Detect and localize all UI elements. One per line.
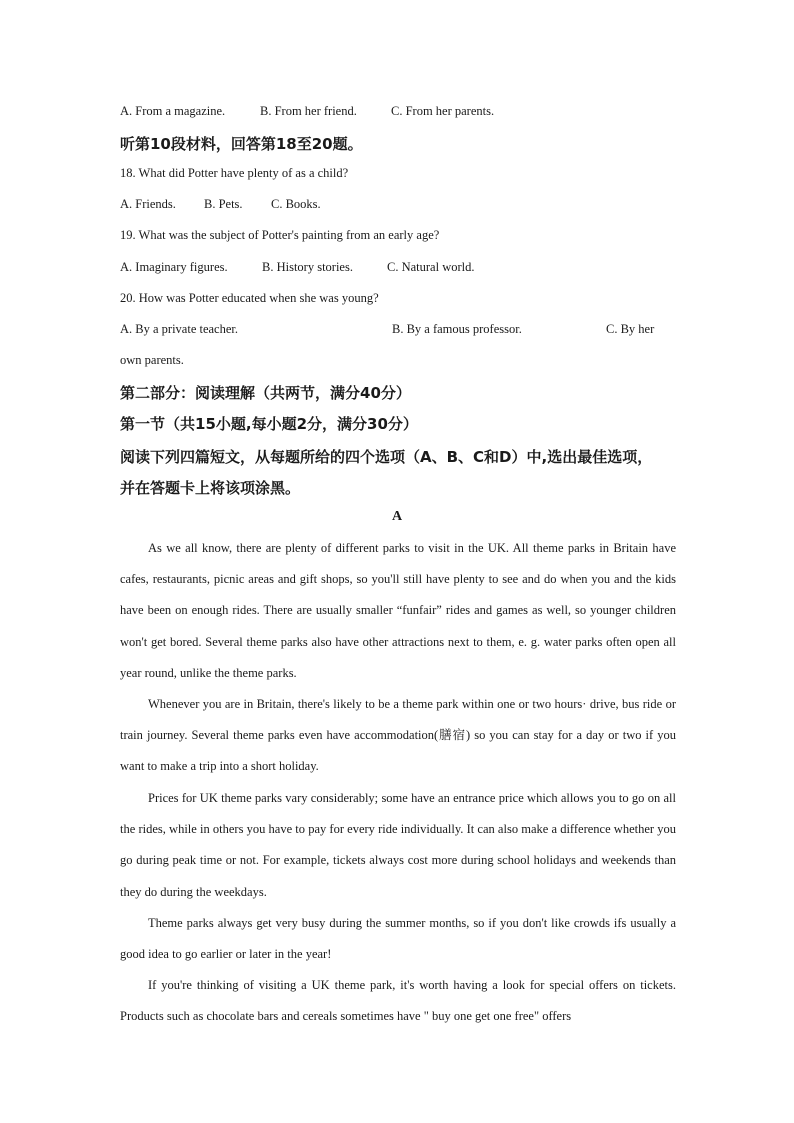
q19-option-b: B. History stories. (262, 260, 353, 274)
q18-option-c: C. Books. (271, 197, 321, 211)
q18-options (120, 197, 321, 212)
passage-label: A (391, 509, 403, 524)
instructions-line1: 阅读下列四篇短文，从每题所给的四个选项（A、B、C和D）中,选出最佳选项， (120, 448, 653, 466)
instructions-line2: 并在答题卡上将该项涂黑。 (120, 479, 301, 497)
q17-option-c: C. From her parents. (391, 104, 495, 118)
paragraph-text: Prices for UK theme parks vary considerably; some have an entrance price which allows you to go on all the rides, while in others you have to pay for every ride individually. It can also make a difference whether you go during peak time or not. For example, tickets always cost more during school holidays and weekends than they do during the weekdays. (120, 791, 676, 899)
q20-options (120, 322, 654, 337)
paragraph-text: As we all know, there are plenty of different parks to visit in the UK. All theme parks in Britain have cafes, restaurants, picnic areas and gift shops, so you'll still have plenty to see and do when you and the kids have been on enough rides. There are usually smaller “funfair” rides and games as well, so younger children won't get bored. Several theme parks also have other attractions next to them, e. g. water parks often open all year round, unlike the theme parks. (120, 541, 676, 680)
q17-option-a: A. From a magazine. (120, 104, 226, 118)
q20-option-b: B. By a famous professor. (392, 322, 522, 336)
section1-heading: 第一节（共15小题,每小题2分，满分30分） (120, 415, 418, 433)
paragraph-text: If you're thinking of visiting a UK theme park, it's worth having a look for special offers on tickets. Products such as chocolate bars and cereals sometimes have " buy one get one free" offers (120, 978, 676, 1024)
section-10-heading: 听第10段材料，回答第18至20题。 (120, 135, 363, 153)
q19-option-c: C. Natural world. (387, 260, 475, 274)
q19-options (120, 260, 474, 275)
passage-paragraph (120, 533, 676, 689)
passage-paragraph (120, 970, 676, 1032)
q20-option-a: A. By a private teacher. (120, 322, 239, 336)
q20-question: 20. How was Potter educated when she was young? (120, 291, 379, 305)
q18-option-a: A. Friends. (120, 197, 176, 211)
q17-option-b: B. From her friend. (260, 104, 357, 118)
q20-option-c: C. By her (606, 322, 655, 336)
q19-option-a: A. Imaginary figures. (120, 260, 228, 274)
paragraph-text: Theme parks always get very busy during the summer months, so if you don't like crowds ifs usually a good idea to go earlier or later in the year! (120, 916, 676, 962)
passage-paragraph (120, 689, 676, 783)
passage-paragraph (120, 908, 676, 970)
q18-option-b: B. Pets. (204, 197, 243, 211)
q18-question: 18. What did Potter have plenty of as a child? (120, 166, 349, 180)
q20-option-c-continuation: own parents. (120, 353, 184, 367)
paragraph-text: Whenever you are in Britain, there's likely to be a theme park within one or two hours· drive, bus ride or train journey. Several theme parks even have accommodation(膳宿) so you can stay for a day or two if you want to make a trip into a short holiday. (120, 697, 676, 774)
q17-options (120, 104, 494, 119)
passage-paragraph (120, 783, 676, 908)
part2-heading: 第二部分：阅读理解（共两节，满分40分） (120, 384, 411, 402)
q19-question: 19. What was the subject of Potter's painting from an early age? (120, 228, 440, 242)
